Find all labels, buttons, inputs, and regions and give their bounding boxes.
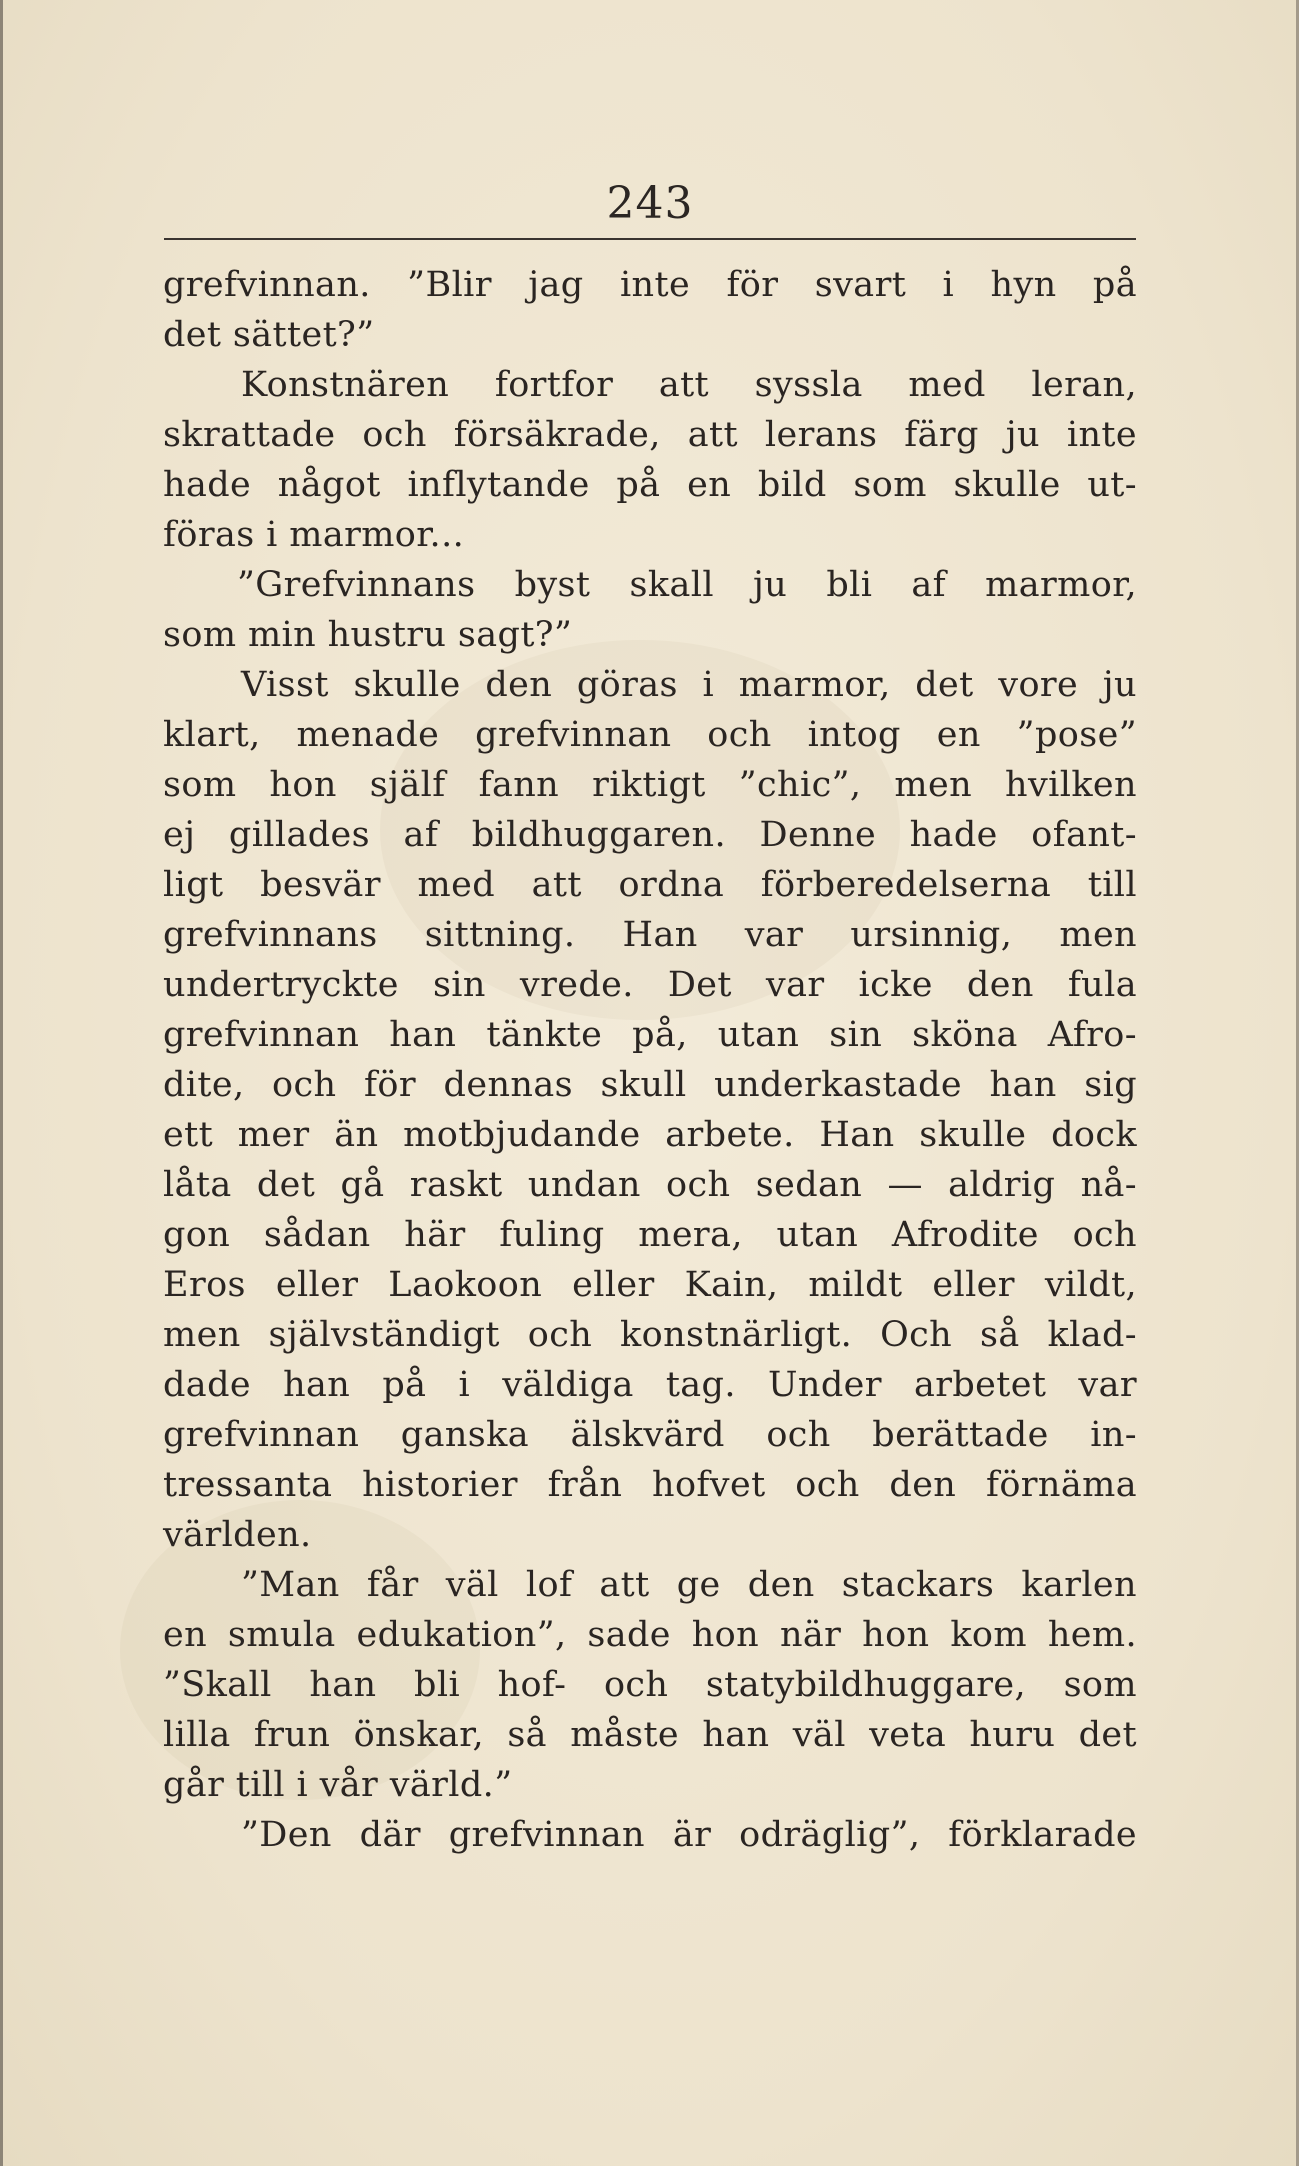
header-rule bbox=[164, 238, 1136, 240]
text-line: föras i marmor... bbox=[163, 515, 465, 555]
text-line: ”Den där grefvinnan är odräglig”, förklarade bbox=[241, 1815, 1137, 1855]
text-line: ett mer än motbjudande arbete. Han skulle dock bbox=[163, 1115, 1137, 1155]
text-line: Eros eller Laokoon eller Kain, mildt eller vildt, bbox=[163, 1265, 1137, 1305]
text-line: det sättet?” bbox=[163, 315, 375, 355]
text-line: låta det gå raskt undan och sedan — aldrig nå- bbox=[163, 1165, 1137, 1205]
text-line: som min hustru sagt?” bbox=[163, 615, 573, 655]
text-line: lilla frun önskar, så måste han väl veta huru det bbox=[163, 1715, 1137, 1755]
text-line: som hon själf fann riktigt ”chic”, men hvilken bbox=[163, 765, 1137, 805]
text-line: ”Skall han bli hof- och statybildhuggare, som bbox=[163, 1665, 1137, 1705]
text-line: dade han på i väldiga tag. Under arbetet var bbox=[163, 1365, 1137, 1405]
text-line: Konstnären fortfor att syssla med leran, bbox=[241, 365, 1137, 405]
text-line: ”Grefvinnans byst skall ju bli af marmor, bbox=[237, 565, 1137, 605]
text-line: grefvinnans sittning. Han var ursinnig, men bbox=[163, 915, 1137, 955]
text-line: skrattade och försäkrade, att lerans färg ju inte bbox=[163, 415, 1137, 455]
text-line: världen. bbox=[163, 1515, 312, 1555]
page-left-edge bbox=[0, 0, 3, 2166]
text-line: gon sådan här fuling mera, utan Afrodite och bbox=[163, 1215, 1137, 1255]
text-line: tressanta historier från hofvet och den förnäma bbox=[163, 1465, 1137, 1505]
text-line: en smula edukation”, sade hon när hon kom hem. bbox=[163, 1615, 1137, 1655]
body-text bbox=[163, 260, 1137, 1860]
text-line: men självständigt och konstnärligt. Och så klad- bbox=[163, 1315, 1137, 1355]
text-line: grefvinnan. ”Blir jag inte för svart i hyn på bbox=[163, 265, 1137, 305]
text-line: grefvinnan han tänkte på, utan sin sköna Afro- bbox=[163, 1015, 1137, 1055]
text-line: grefvinnan ganska älskvärd och berättade in- bbox=[163, 1415, 1137, 1455]
text-line: ”Man får väl lof att ge den stackars karlen bbox=[241, 1565, 1137, 1605]
text-line: klart, menade grefvinnan och intog en ”pose” bbox=[163, 715, 1137, 755]
text-line: ligt besvär med att ordna förberedelserna till bbox=[163, 865, 1137, 905]
text-line: hade något inflytande på en bild som skulle ut- bbox=[163, 465, 1137, 505]
text-line: går till i vår värld.” bbox=[163, 1765, 513, 1805]
text-line: ej gillades af bildhuggaren. Denne hade ofant- bbox=[163, 815, 1137, 855]
text-line: undertryckte sin vrede. Det var icke den fula bbox=[163, 965, 1137, 1005]
text-line: dite, och för dennas skull underkastade han sig bbox=[163, 1065, 1137, 1105]
page-number: 243 bbox=[606, 178, 694, 229]
text-line: Visst skulle den göras i marmor, det vore ju bbox=[241, 665, 1137, 705]
